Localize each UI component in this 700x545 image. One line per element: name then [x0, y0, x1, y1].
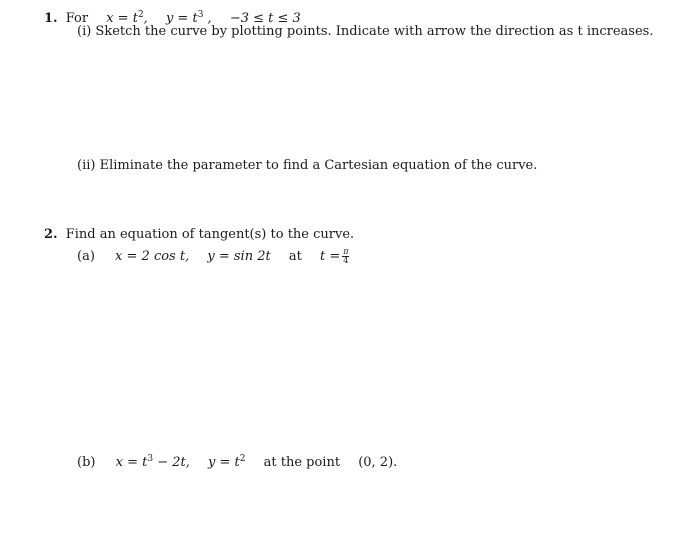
problem-1-y-base: y = t — [165, 11, 198, 26]
part-a-y-equation: y = sin 2t — [207, 249, 271, 264]
problem-1-y-equation: $y = t^3$ , — [165, 10, 212, 26]
problem-1-x-base: x = t — [106, 11, 138, 26]
part-b-x-rest: − 2t, — [153, 455, 190, 470]
part-a-at: at — [288, 249, 302, 264]
part-b-y-exponent: 2 — [239, 454, 246, 464]
part-b-point: (0, 2). — [358, 455, 398, 470]
part-a-x-equation: x = 2 cos t, — [115, 249, 190, 264]
part-a-fraction-denominator: 4 — [343, 256, 349, 265]
problem-1-x-exponent: 2 — [137, 10, 144, 20]
problem-2-header — [44, 227, 354, 243]
problem-1-range: −3 ≤ t ≤ 3 — [229, 11, 301, 26]
part-b-x-equation — [116, 455, 190, 470]
problem-2-part-b — [77, 451, 397, 471]
part-b-y-base: y = t — [208, 455, 240, 470]
problem-2-part-a — [77, 248, 349, 265]
problem-2-number: 2. — [44, 227, 58, 242]
part-b-label: (b) — [77, 455, 96, 470]
problem-1-number: 1. — [44, 11, 58, 26]
part-b-y-equation — [208, 455, 245, 470]
problem-1-y-exponent: 3 — [197, 10, 204, 20]
part-b-at-the-point: at the point — [263, 455, 341, 470]
problem-2-prompt: Find an equation of tangent(s) to the curve. — [65, 227, 355, 242]
problem-1-part-i: (i) Sketch the curve by plotting points. Indicate with arrow the direction as t increases. — [77, 24, 654, 39]
part-a-t-equals: t = — [319, 249, 341, 264]
problem-1-part-ii: (ii) Eliminate the parameter to find a Cartesian equation of the curve. — [77, 158, 538, 173]
part-a-fraction-numerator: π — [343, 247, 349, 256]
problem-1-x-equation: $x = t^2$, — [106, 10, 148, 26]
part-b-x-exponent: 3 — [147, 454, 154, 464]
problem-1-intro: For — [65, 11, 89, 26]
part-a-fraction — [342, 248, 349, 265]
part-b-x-base: x = t — [115, 455, 148, 470]
part-a-label: (a) — [77, 249, 95, 264]
